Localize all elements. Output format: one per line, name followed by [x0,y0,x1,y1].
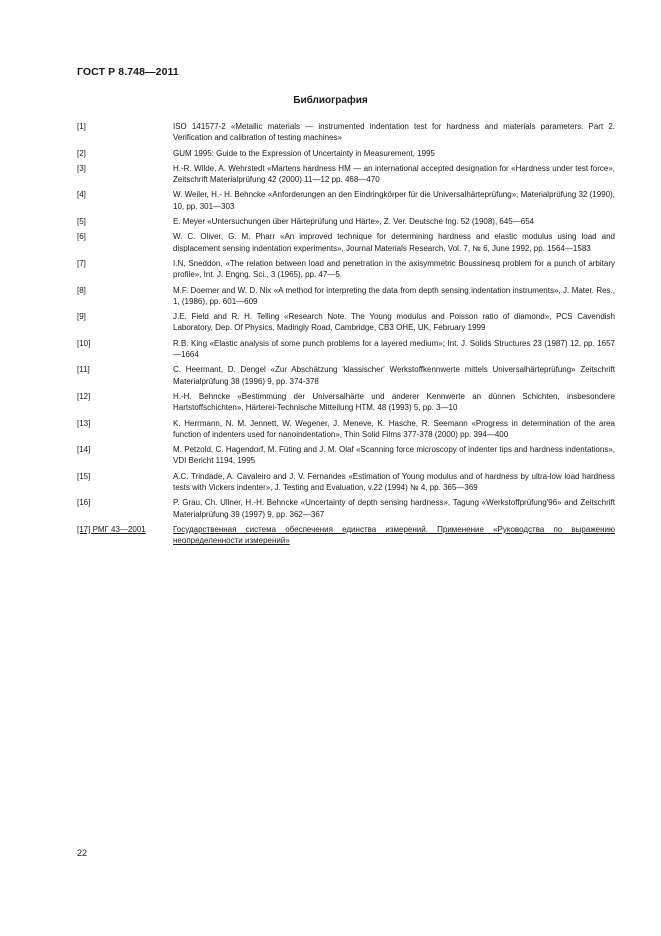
reference-text: C. Heermant, D. Dengel «Zur Abschätzung 'klassischer' Werkstoffkennwerte mittels Universalhärteprüfung» Zeitschrift Materialprüfung 38 (1996) 9, pp. 374-378 [173,365,615,386]
reference-number: [7] [77,258,86,268]
reference-number: [9] [77,312,86,322]
reference-number: [15] [77,471,91,481]
reference-entry [77,338,615,361]
reference-text: H.-H. Behncke «Bestimmung der Universalhärte und anderer Kennwerte an dünnen Schichten, insbesondere Hartstoffschichten», Härterei-Technische Mitteilung HTM, 48 (1993) 5, pp. 3—10 [173,391,615,413]
reference-number: [17] РМГ 43—2001 [77,524,146,534]
reference-number: [8] [77,285,86,295]
reference-entry [77,418,615,441]
reference-entry [77,121,615,144]
reference-text: K. Herrmann, N. M. Jennett, W. Wegener, J. Meneve, K. Hasche, R. Seemann «Progress in determination of the area function of indenters used for nanoindentation», Thin Solid Films 377-378 (2000) pp. 394—400 [173,418,615,439]
reference-entry [77,231,615,254]
page-number: 22 [77,848,88,858]
reference-text: R.B. King «Elastic analysis of some punch problems for a layered medium»; Int. J. Solids Structures 23 (1987) 12, pp. 1657—1664 [173,338,615,360]
reference-text: H.-R. Wilde, A. Wehrstedt «Martens hardness HM — an international accepted designation for «Hardness under test force», Zeitschrift Materialprüfung 42 (2000) 11—12 pp. 468—470 [173,163,615,185]
reference-entry [77,364,615,387]
reference-entry [77,471,615,494]
reference-text: ISO 141577-2 «Metallic materials — instrumented indentation test for hardness and materials parameters. Part 2. Verification and calibration of testing machines» [173,122,615,143]
reference-number: [13] [77,418,91,428]
reference-text: M. Petzold, C. Hagendorf, M. Füting and J. M. Olaf «Scanning force microscopy of indenter tips and hardness indentations», VDI Bericht 1194, 1995 [173,445,615,466]
reference-entry [77,148,615,159]
reference-text: W. C. Oliver, G. M. Pharr «An improved technique for determining hardness and elastic modulus using load and displacement sensing indentation experiments», Journal Materials Research, Vol. 7, № 6, June 1992, pp. 1564—1583 [173,232,615,253]
reference-number: [11] [77,365,90,375]
reference-number: [2] [77,148,86,158]
reference-entry [77,285,615,308]
reference-entry [77,216,615,227]
reference-text: P. Grau, Ch. Ullner, H.-H. Behncke «Uncertainty of depth sensing hardness», Tagung «Werkstoffprüfung'96» and Zeitschrift Materialprüfung 39 (1997) 9, pp. 362—367 [173,498,615,519]
reference-number: [12] [77,391,91,401]
bibliography-list [77,121,615,551]
document-code: ГОСТ Р 8.748—2011 [77,66,179,78]
reference-text: Государственная система обеспечения единства измерений. Применение «Руководства по выражению неопределенности измерений» [173,524,615,546]
reference-number: [6] [77,232,86,242]
reference-text: GUM 1995: Guide to the Expression of Uncertainty in Measurement, 1995 [173,148,435,158]
reference-number: [10] [77,338,91,348]
reference-entry [77,444,615,467]
reference-number: [5] [77,217,86,227]
reference-entry [77,258,615,281]
reference-text: M.F. Doerner and W. D. Nix «A method for interpreting the data from depth sensing indentation instruments», J. Mater. Res., 1, (1986), pp. 601—609 [173,285,615,306]
reference-number: [1] [77,122,86,131]
reference-number: [3] [77,163,86,173]
reference-text: E. Meyer «Untersuchungen über Härteprüfung und Härte», Z. Ver. Deutsche Ing. 52 (1908), 645—654 [173,217,535,227]
reference-entry-rmg [77,524,615,547]
reference-number: [14] [77,445,91,455]
reference-number: [4] [77,190,86,200]
reference-entry [77,311,615,334]
reference-entry [77,163,615,186]
reference-text: A.C. Trindade, A. Cavaleiro and J. V. Fernandes «Estimation of Young modulus and of hardness by ultra-low load hardness tests with Vickers indenter», J. Testing and Evaluation, v.22 (1994) № 4, pp. 365—369 [173,471,615,493]
reference-text: W. Weiler, H.- H. Behncke «Anforderungen an den Eindringkörper für die Universalhärteprüfung», Materialprüfung 32 (1990), 10, pp. 301—303 [173,190,615,211]
reference-entry [77,391,615,414]
reference-entry [77,189,615,212]
reference-entry [77,497,615,520]
reference-number: [16] [77,498,91,508]
section-title: Библиография [293,95,368,106]
reference-text: J.E. Field and R. H. Telling «Research Note. The Young modulus and Poisson ratio of diamond», PCS Cavendish Laboratory, Dep. Of Physics, Madingly Road, Cambridge, CB3 OHE, UK, February 1999 [173,312,615,333]
reference-text: I.N, Sneddon, «The relation between load and penetration in the axisymmetric Boussinesq problem for a punch of arbitary profile», Int. J. Engng. Sci., 3 (1965), pp. 47—5. [173,258,615,280]
